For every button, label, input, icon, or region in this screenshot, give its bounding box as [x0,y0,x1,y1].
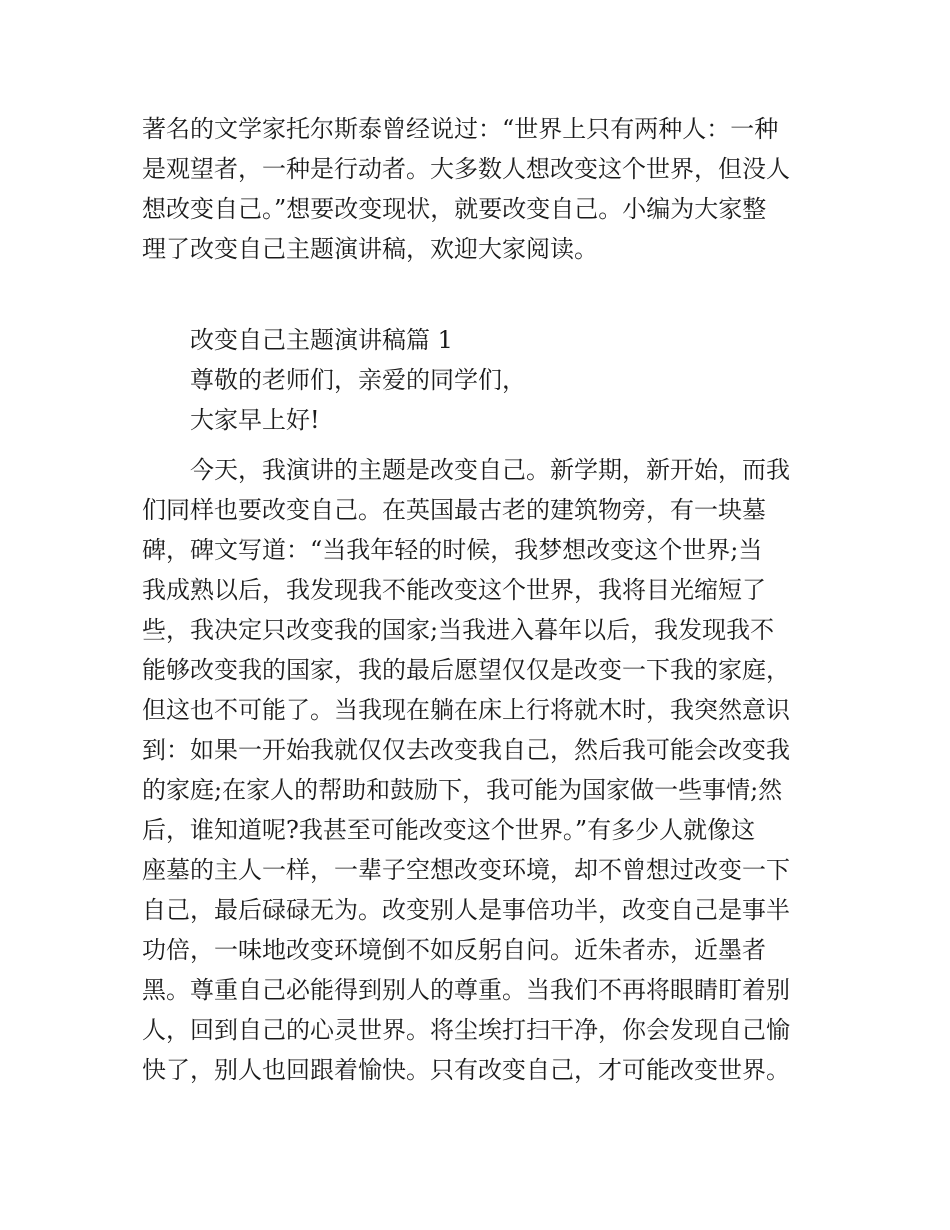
body-line: 人，回到自己的心灵世界。将尘埃打扫干净，你会发现自己愉 [142,1016,790,1044]
body-line: 我成熟以后，我发现我不能改变这个世界，我将目光缩短了 [142,576,766,604]
body-line: 些，我决定只改变我的国家;当我进入暮年以后，我发现我不 [142,616,775,644]
intro-line: 想改变自己。”想要改变现状，就要改变自己。小编为大家整 [142,195,767,223]
body-line: 的家庭;在家人的帮助和鼓励下，我可能为国家做一些事情;然 [142,776,783,804]
body-line: 功倍，一味地改变环境倒不如反躬自问。近朱者赤，近墨者 [142,936,766,964]
section-heading: 改变自己主题演讲稿篇 1 [190,326,453,354]
body-line: 到：如果一开始我就仅仅去改变我自己，然后我可能会改变我 [142,736,790,764]
greeting: 大家早上好! [190,406,320,434]
body-line: 能够改变我的国家，我的最后愿望仅仅是改变一下我的家庭， [142,656,790,684]
intro-line: 理了改变自己主题演讲稿，欢迎大家阅读。 [142,235,598,263]
intro-line: 是观望者，一种是行动者。大多数人想改变这个世界，但没人 [142,155,790,183]
body-line: 碑，碑文写道：“当我年轻的时候，我梦想改变这个世界;当 [142,536,763,564]
body-line: 今天，我演讲的主题是改变自己。新学期，新开始，而我 [190,456,790,484]
salutation: 尊敬的老师们，亲爱的同学们， [190,366,526,394]
body-line: 后，谁知道呢?我甚至可能改变这个世界。”有多少人就像这 [142,816,756,844]
body-line: 黑。尊重自己必能得到别人的尊重。当我们不再将眼睛盯着别 [142,976,790,1004]
body-line: 自己，最后碌碌无为。改变别人是事倍功半，改变自己是事半 [142,896,790,924]
body-line: 座墓的主人一样，一辈子空想改变环境，却不曾想过改变一下 [142,856,790,884]
intro-line: 著名的文学家托尔斯泰曾经说过：“世界上只有两种人：一种 [142,115,779,143]
body-line: 们同样也要改变自己。在英国最古老的建筑物旁，有一块墓 [142,496,766,524]
body-line: 但这也不可能了。当我现在躺在床上行将就木时，我突然意识 [142,696,790,724]
body-line: 快了，别人也回跟着愉快。只有改变自己，才可能改变世界。 [142,1056,790,1084]
